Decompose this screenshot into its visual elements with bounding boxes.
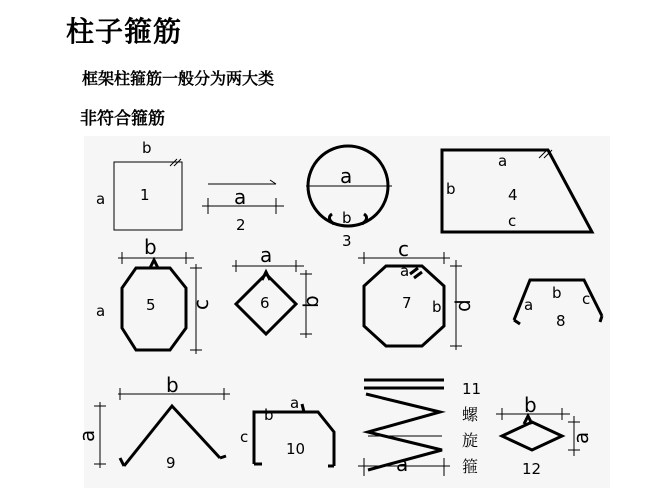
section-heading: 非符合箍筋: [80, 109, 165, 129]
shape-5-label-right: c: [189, 299, 213, 310]
shape-7-label-inner-b: b: [432, 298, 442, 316]
shape-11-caption-1: 螺: [462, 405, 479, 424]
shape-2-hook: [270, 180, 276, 184]
shape-11-label-bottom: a: [396, 452, 409, 476]
shape-6-label-right: b: [299, 295, 323, 308]
shape-1-label-left: a: [96, 190, 106, 208]
shape-12: [496, 393, 593, 478]
shape-5-number: 5: [146, 296, 156, 314]
shape-12-label-right: a: [569, 431, 593, 444]
shape-4-label-bottom: c: [508, 212, 517, 230]
shape-3: [306, 146, 392, 250]
shape-7-label-right: d: [451, 299, 475, 312]
shape-12-label-top: b: [524, 393, 537, 417]
shape-3-number: 3: [342, 232, 352, 250]
shape-10-number: 10: [286, 440, 306, 458]
shape-10-label-c: c: [240, 428, 249, 446]
shape-6-number: 6: [260, 294, 270, 312]
shape-8-label-b: b: [552, 284, 562, 302]
shape-8-label-a: a: [524, 296, 534, 314]
shape-3-label-diameter: a: [340, 164, 353, 188]
shape-12-number: 12: [522, 460, 542, 478]
shape-10-label-a: a: [290, 394, 300, 412]
shape-1-number: 1: [140, 186, 150, 204]
shape-5-label-left: a: [96, 302, 106, 320]
shape-6-label-top: a: [260, 243, 273, 267]
page-title: 柱子箍筋: [66, 15, 183, 48]
shape-1-label-top: b: [142, 139, 152, 157]
shape-5-label-top: b: [144, 235, 157, 259]
shape-7: [358, 237, 475, 350]
shape-1: [96, 139, 182, 230]
shape-7-number: 7: [402, 294, 412, 312]
shape-2-number: 2: [236, 216, 246, 234]
shape-2: [202, 180, 284, 234]
shape-7-label-top: c: [398, 237, 409, 261]
shape-11-number: 11: [462, 380, 482, 398]
shape-5: [96, 235, 213, 354]
shape-4-number: 4: [508, 186, 518, 204]
shape-8-label-c: c: [582, 290, 591, 308]
stirrup-diagram: [75, 136, 610, 488]
shape-4-label-left: b: [446, 180, 456, 198]
shape-9: [75, 373, 230, 472]
shape-9-label-top: b: [166, 373, 179, 397]
shape-7-hook: [410, 268, 422, 278]
shape-11: [358, 380, 481, 476]
shape-3-label-hook: b: [342, 209, 352, 227]
shape-7-label-inner-a: a: [400, 262, 410, 280]
shape-12-outline: [502, 422, 562, 450]
shape-8: [514, 280, 602, 330]
shape-11-caption-3: 箍: [462, 457, 479, 476]
shape-9-label-left: a: [75, 429, 99, 442]
shape-4-label-top: a: [498, 152, 508, 170]
shape-10-label-b: b: [264, 406, 274, 424]
shape-10: [240, 394, 334, 466]
shape-9-number: 9: [166, 454, 176, 472]
shape-11-caption-2: 旋: [462, 431, 479, 450]
shape-6: [232, 243, 323, 338]
shape-8-number: 8: [556, 312, 566, 330]
shape-4: [442, 150, 592, 232]
stirrup-diagram-svg: [75, 136, 610, 488]
subtitle: 框架柱箍筋一般分为两大类: [82, 69, 275, 88]
shape-2-label-dim: a: [234, 185, 247, 209]
